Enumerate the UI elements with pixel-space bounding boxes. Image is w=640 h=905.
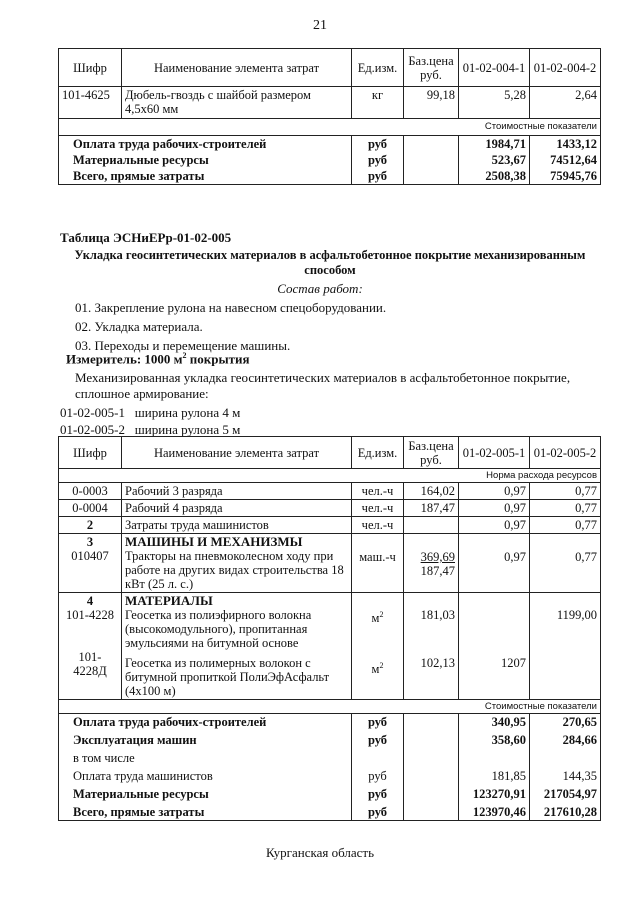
description: Механизированная укладка геосинтетических материалов в асфальтобетонное покрытие, сплошное армирование: xyxy=(75,370,571,401)
list-item: 01-02-005-2 ширина рулона 5 м xyxy=(60,422,241,437)
table-1 xyxy=(58,48,601,185)
row-b: 2,64 xyxy=(530,87,601,119)
section-title: Укладка геосинтетических материалов в асфальтобетонное покрытие механизированным способом xyxy=(74,248,586,277)
list-item: 01. Закрепление рулона на навесном спецоборудовании. xyxy=(75,300,387,315)
footer: Курганская область xyxy=(265,845,375,860)
variants xyxy=(60,404,240,438)
table-2 xyxy=(58,436,601,821)
page-number: 21 xyxy=(313,18,327,33)
header-code: Шифр xyxy=(59,49,122,87)
total-row: Материальные ресурсы руб 523,67 74512,64 xyxy=(59,152,601,168)
list-item: 03. Переходы и перемещение машины. xyxy=(75,338,291,353)
row-unit: кг xyxy=(352,87,404,119)
header-price: Баз.цена руб. xyxy=(404,49,459,87)
total-row: Оплата труда рабочих-строителей руб 340,95 270,65 xyxy=(59,714,601,731)
table-row xyxy=(59,87,601,119)
total-row: Материальные ресурсы руб 123270,91 217054,97 xyxy=(59,784,601,802)
table-row: 3 010407 МАШИНЫ И МЕХАНИЗМЫ Тракторы на пневмоколесном ходу при работе на других видах строительства 18 кВт (25 л. с.) маш.-ч 369,69 187,47 0,97 0,77 xyxy=(59,534,601,593)
header-col-b: 01-02-005-2 xyxy=(530,437,601,469)
table-row: 0-0003 Рабочий 3 разряда чел.-ч 164,02 0,97 0,77 xyxy=(59,483,601,500)
cost-label: Стоимостные показатели xyxy=(59,119,601,136)
table-row: 0-0004 Рабочий 4 разряда чел.-ч 187,47 0,97 0,77 xyxy=(59,500,601,517)
table-row: 4 101-4228 101-4228Д МАТЕРИАЛЫ Геосетка из полиэфирного волокна (высокомодульного), пропитанная эмульсиями на битумной основе Геосетка из полимерных волокон с битумной пропиткой ПолиЭфАсфальт (4х100 м) $м^2$ $м^2$ 181,03 102,13 1207 1199,00 xyxy=(59,593,601,700)
header-col-a: 01-02-004-1 xyxy=(459,49,530,87)
norm-label: Норма расхода ресурсов xyxy=(59,469,601,483)
works-heading: Состав работ: xyxy=(277,281,363,296)
total-row: Оплата труда машинистов руб 181,85 144,35 xyxy=(59,766,601,784)
row-name: Дюбель-гвоздь с шайбой размером 4,5х60 мм xyxy=(122,87,352,119)
list-item: 01-02-005-1 ширина рулона 4 м xyxy=(60,405,241,420)
row-code: 101-4625 xyxy=(59,87,122,119)
header-col-b: 01-02-004-2 xyxy=(530,49,601,87)
header-name: Наименование элемента затрат xyxy=(122,49,352,87)
total-row: в том числе xyxy=(59,748,601,766)
header-code: Шифр xyxy=(59,437,122,469)
list-item: 02. Укладка материала. xyxy=(75,319,203,334)
meter-label: Измеритель: 1000 $м^2$ покрытия xyxy=(66,351,250,367)
cost-label: Стоимостные показатели xyxy=(59,700,601,714)
table-row: 2 Затраты труда машинистов чел.-ч 0,97 0,77 xyxy=(59,517,601,534)
total-row: Оплата труда рабочих-строителей руб 1984,71 1433,12 xyxy=(59,136,601,153)
total-row: Всего, прямые затраты руб 2508,38 75945,76 xyxy=(59,168,601,185)
table-title: Таблица ЭСНиЕРр-01-02-005 xyxy=(60,230,232,245)
total-row: Всего, прямые затраты руб 123970,46 217610,28 xyxy=(59,802,601,821)
header-col-a: 01-02-005-1 xyxy=(459,437,530,469)
header-unit: Ед.изм. xyxy=(352,437,404,469)
total-row: Эксплуатация машин руб 358,60 284,66 xyxy=(59,730,601,748)
works-list xyxy=(75,298,386,355)
header-name: Наименование элемента затрат xyxy=(122,437,352,469)
header-unit: Ед.изм. xyxy=(352,49,404,87)
row-a: 5,28 xyxy=(459,87,530,119)
row-price: 99,18 xyxy=(404,87,459,119)
header-price: Баз.цена руб. xyxy=(404,437,459,469)
